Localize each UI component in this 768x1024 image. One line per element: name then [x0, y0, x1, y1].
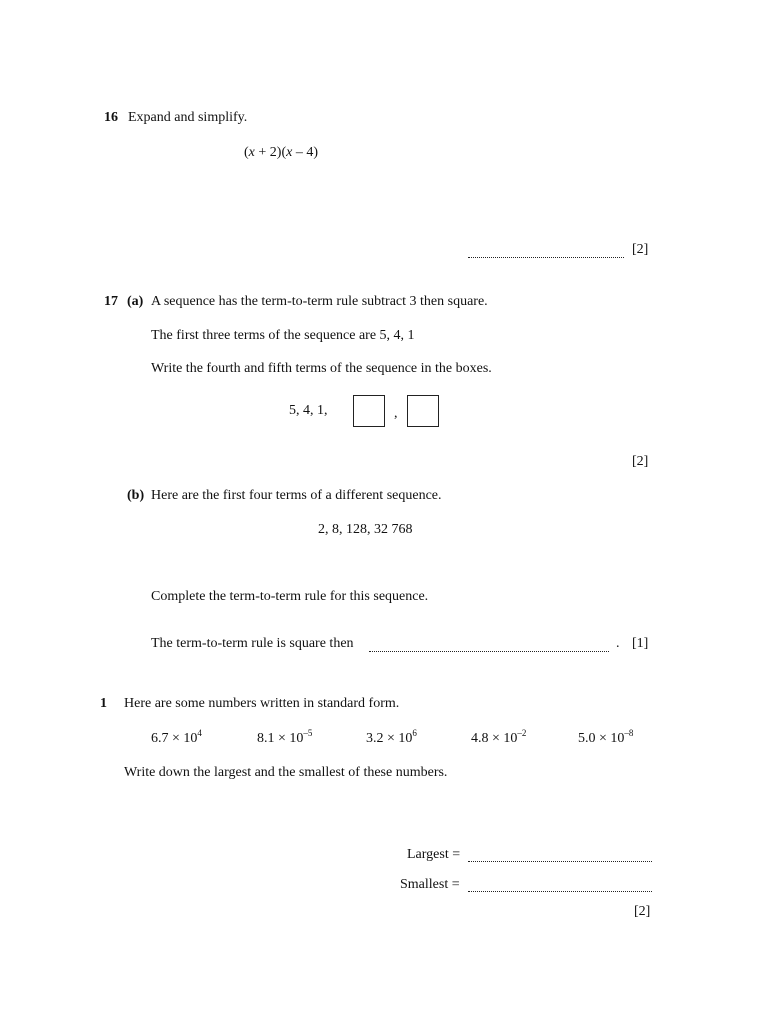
- q17a-fourth-term-box[interactable]: [353, 395, 385, 427]
- q17a-label: (a): [127, 294, 144, 309]
- q1-number-3: $3.2 \times 10^6$: [366, 728, 417, 746]
- q17a-text2: The first three terms of the sequence are 5, 4, 1: [151, 328, 415, 343]
- q17a-text3: Write the fourth and fifth terms of the sequence in the boxes.: [151, 361, 492, 376]
- q1-smallest-answer-line[interactable]: [468, 891, 652, 892]
- q16-answer-line[interactable]: [468, 257, 624, 258]
- q1-text2: Write down the largest and the smallest of these numbers.: [124, 765, 448, 780]
- q17b-label: (b): [127, 488, 145, 503]
- q1-number-1: $6.7 \times 10^4$: [151, 728, 202, 746]
- q1-number-5: $5.0 \times 10^{-8}$: [578, 728, 634, 746]
- q17b-marks: [1]: [632, 636, 649, 651]
- q1-number-2: $8.1 \times 10^{-5}$: [257, 728, 313, 746]
- q17a-separator: ,: [394, 406, 398, 421]
- q1-number: 1: [100, 696, 107, 711]
- q17b-end-period: .: [616, 636, 620, 651]
- q17a-marks: [2]: [632, 454, 649, 469]
- q1-largest-label: Largest =: [407, 847, 461, 862]
- q17a-sequence: 5, 4, 1,: [289, 403, 328, 418]
- q17b-sequence: 2, 8, 128, 32 768: [318, 522, 413, 537]
- q1-largest-answer-line[interactable]: [468, 861, 652, 862]
- q17a-fifth-term-box[interactable]: [407, 395, 439, 427]
- q16-expression: (x + 2)(x – 4): [244, 145, 319, 160]
- q1-text1: Here are some numbers written in standard form.: [124, 696, 400, 711]
- q16-number: 16: [104, 110, 118, 125]
- q16-marks: [2]: [632, 242, 649, 257]
- q17-number: 17: [104, 294, 118, 309]
- q1-smallest-label: Smallest =: [400, 877, 460, 892]
- q1-number-4: $4.8 \times 10^{-2}$: [471, 728, 527, 746]
- q17b-text1: Here are the first four terms of a different sequence.: [151, 488, 442, 503]
- q17a-text1: A sequence has the term-to-term rule subtract 3 then square.: [151, 294, 488, 309]
- q17b-answer-line[interactable]: [369, 651, 609, 652]
- q16-instruction: Expand and simplify.: [128, 110, 248, 125]
- q17b-rule-prefix: The term-to-term rule is square then: [151, 636, 354, 651]
- q1-marks: [2]: [634, 904, 651, 919]
- q17b-text2: Complete the term-to-term rule for this sequence.: [151, 589, 429, 604]
